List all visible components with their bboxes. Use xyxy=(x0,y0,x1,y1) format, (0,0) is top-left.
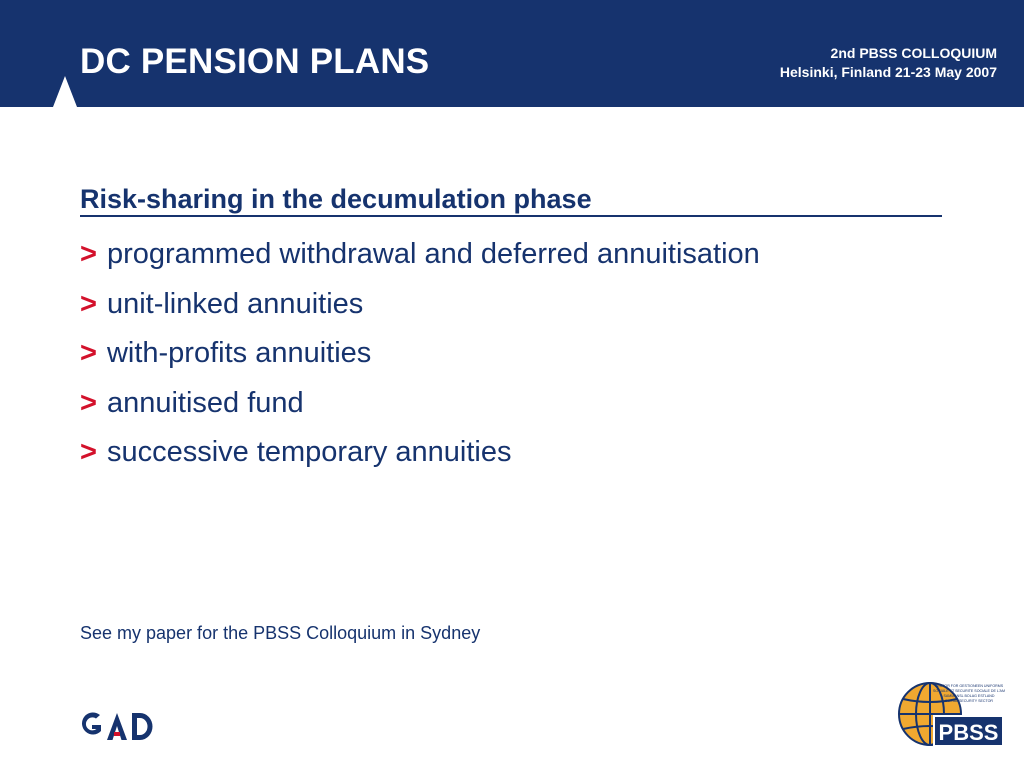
pbss-small-text-3: SOCIAL SECURITY SECTOR xyxy=(944,699,994,703)
bullet-item xyxy=(80,428,760,478)
gad-logo xyxy=(79,709,155,743)
footnote: See my paper for the PBSS Colloquium in Sydney xyxy=(80,623,481,643)
pbss-small-text-1: SOCIALE ET SECURITE SOCIALE DE L'AM xyxy=(933,689,1005,693)
section-heading xyxy=(80,184,942,217)
bullet-text: programmed withdrawal and deferred annuitisation xyxy=(106,238,760,270)
title-bar xyxy=(0,0,1024,107)
pbss-small-text-2: SAMMANSL BOLAG ESTLAND xyxy=(943,694,995,698)
bullet-item xyxy=(80,329,760,379)
header-notch xyxy=(53,76,77,107)
bullet-marker: > xyxy=(80,337,97,369)
bullet-marker: > xyxy=(80,436,97,468)
conference-info xyxy=(780,44,997,82)
pbss-logo xyxy=(897,681,1007,749)
bullet-text: annuitised fund xyxy=(106,386,304,419)
bullet-list xyxy=(80,230,760,478)
conference-name: 2nd PBSS COLLOQUIUM xyxy=(830,45,997,61)
bullet-marker: > xyxy=(80,386,97,419)
bullet-item xyxy=(80,379,760,429)
pbss-small-text-0: SECTOR FOR GESTIONEEN UNIFORMS xyxy=(934,684,1004,688)
bullet-item xyxy=(80,280,760,330)
bullet-marker: > xyxy=(80,238,97,270)
conference-location-date: Helsinki, Finland 21-23 May 2007 xyxy=(779,64,997,80)
section-heading-text: Risk-sharing in the decumulation phase xyxy=(80,184,592,214)
pbss-logo-text: PBSS xyxy=(938,720,999,745)
bullet-item xyxy=(80,230,760,280)
bullet-text: unit-linked annuities xyxy=(106,287,364,320)
bullet-marker: > xyxy=(80,287,97,320)
bullet-text: successive temporary annuities xyxy=(106,436,512,468)
bullet-text: with-profits annuities xyxy=(106,337,372,369)
slide-title: DC PENSION PLANS xyxy=(80,42,430,81)
